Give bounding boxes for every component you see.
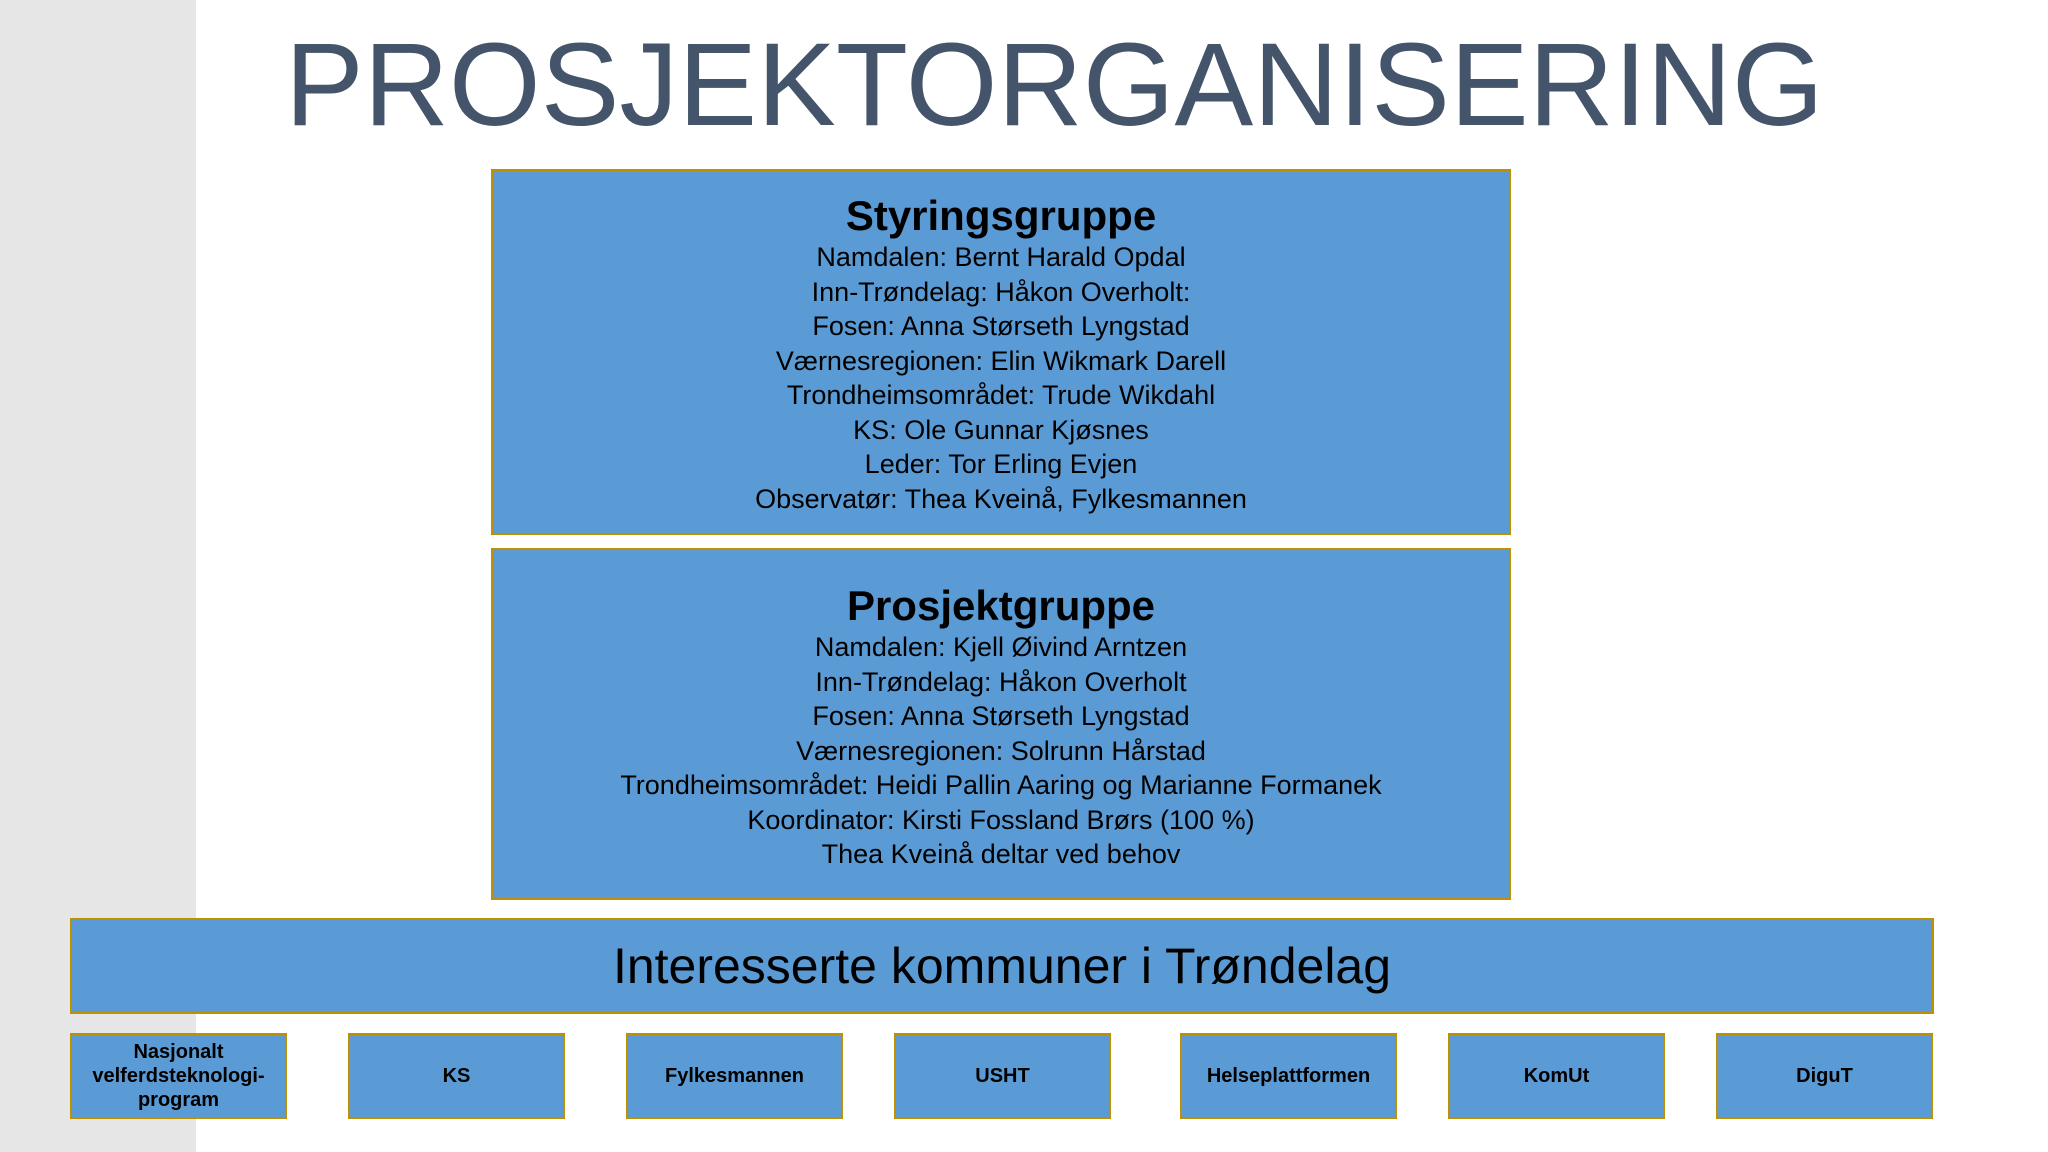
prosjektgruppe-member: Værnesregionen: Solrunn Hårstad — [796, 735, 1206, 766]
prosjektgruppe-member-list — [493, 630, 1509, 872]
styringsgruppe-heading: Styringsgruppe — [845, 192, 1157, 239]
partner-box-digut — [1716, 1033, 1933, 1119]
partner-label: Nasjonalt velferdsteknologi-program — [92, 1041, 265, 1111]
styringsgruppe-member: Trondheimsområdet: Trude Wikdahl — [786, 380, 1216, 410]
partner-label: Helseplattformen — [1206, 1065, 1371, 1087]
partner-box-fylkesmannen — [626, 1033, 843, 1119]
styringsgruppe-member: KS: Ole Gunnar Kjøsnes — [853, 414, 1149, 445]
styringsgruppe-member: Observatør: Thea Kveinå, Fylkesmannen — [755, 483, 1247, 514]
partner-box-usht — [894, 1033, 1111, 1119]
prosjektgruppe-member: Namdalen: Kjell Øivind Arntzen — [814, 632, 1188, 662]
styringsgruppe-member: Namdalen: Bernt Harald Opdal — [816, 242, 1186, 272]
partner-label: USHT — [975, 1065, 1030, 1087]
interesserte-kommuner-label: Interesserte kommuner i Trøndelag — [612, 938, 1392, 994]
partner-box-komut — [1448, 1033, 1665, 1119]
partner-box-ks — [348, 1033, 565, 1119]
prosjektgruppe-member: Thea Kveinå deltar ved behov — [821, 839, 1181, 869]
styringsgruppe-member: Leder: Tor Erling Evjen — [864, 449, 1138, 479]
partner-label: KomUt — [1523, 1065, 1590, 1087]
prosjektgruppe-member: Fosen: Anna Størseth Lyngstad — [812, 701, 1190, 731]
styringsgruppe-box — [491, 169, 1511, 535]
interesserte-kommuner-box — [70, 918, 1934, 1014]
partner-label: Fylkesmannen — [665, 1065, 804, 1087]
prosjektgruppe-heading: Prosjektgruppe — [846, 582, 1156, 629]
styringsgruppe-member: Fosen: Anna Størseth Lyngstad — [812, 311, 1190, 341]
styringsgruppe-member-list — [493, 240, 1509, 516]
prosjektgruppe-member: Inn-Trøndelag: Håkon Overholt — [815, 666, 1187, 697]
styringsgruppe-member: Inn-Trøndelag: Håkon Overholt: — [811, 276, 1191, 307]
partner-label: KS — [442, 1065, 471, 1087]
prosjektgruppe-box — [491, 548, 1511, 900]
partner-box-helseplattformen — [1180, 1033, 1397, 1119]
styringsgruppe-member: Værnesregionen: Elin Wikmark Darell — [775, 345, 1227, 376]
partner-label: DiguT — [1796, 1065, 1853, 1087]
slide-title: PROSJEKTORGANISERING — [285, 19, 1824, 151]
partner-box-nasjonalt-velferdsteknologiprogram — [70, 1033, 287, 1119]
prosjektgruppe-member: Koordinator: Kirsti Fossland Brørs (100 %) — [747, 804, 1255, 835]
prosjektgruppe-member: Trondheimsområdet: Heidi Pallin Aaring og Marianne Formanek — [620, 770, 1382, 800]
